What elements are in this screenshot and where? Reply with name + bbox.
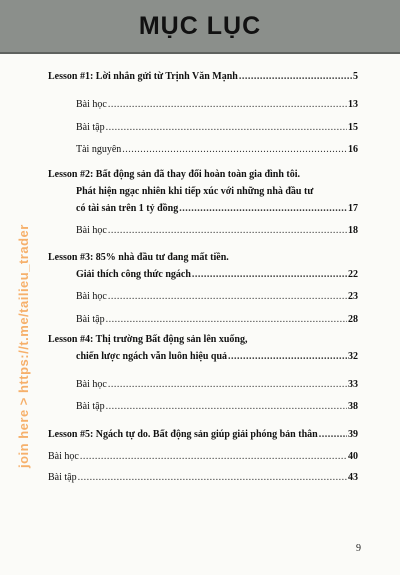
leader-dots <box>106 313 347 326</box>
toc-label: Tài nguyên <box>76 144 122 155</box>
leader-dots <box>179 202 347 215</box>
toc-label: Lesson #5: Ngách tự do. Bất động sản giúp giải phóng bản thân <box>48 429 318 440</box>
leader-dots <box>122 143 347 156</box>
toc-label: Bài tập <box>48 472 77 483</box>
toc-lesson-2-title-line-2: Phát hiện ngạc nhiên khi tiếp xúc với những nhà đầu tư <box>76 186 314 197</box>
toc-entry-lesson-2-bai-hoc[interactable] <box>76 224 358 237</box>
toc-entry-lesson-5-bai-hoc[interactable] <box>48 450 358 463</box>
toc-label: chiến lược ngách vẫn luôn hiệu quả <box>76 351 228 362</box>
toc-page-number: 39 <box>348 429 358 440</box>
leader-dots <box>239 70 352 83</box>
toc-label: Bài học <box>76 225 107 236</box>
toc-entry-lesson-1-bai-tap[interactable] <box>76 121 358 134</box>
toc-page-number: 15 <box>348 122 358 133</box>
toc-entry-lesson-4-bai-hoc[interactable] <box>76 378 358 391</box>
toc-page-number: 22 <box>348 269 358 280</box>
toc-label: Bài tập <box>76 122 105 133</box>
toc-page-number: 17 <box>348 203 358 214</box>
toc-page-number: 40 <box>348 451 358 462</box>
toc-page-number: 43 <box>348 472 358 483</box>
toc-label: Lesson #1: Lời nhắn gửi từ Trịnh Văn Mạnh <box>48 71 238 82</box>
toc-entry-lesson-2[interactable] <box>76 202 358 215</box>
leader-dots <box>106 121 347 134</box>
watermark <box>16 138 32 468</box>
toc-label: Bài học <box>48 451 79 462</box>
toc-page-number: 32 <box>348 351 358 362</box>
toc-label: Bài học <box>76 99 107 110</box>
page-number: 9 <box>356 543 361 554</box>
leader-dots <box>192 268 347 281</box>
toc-entry-lesson-4-bai-tap[interactable] <box>76 400 358 413</box>
leader-dots <box>108 98 347 111</box>
toc-page-number: 13 <box>348 99 358 110</box>
toc-label: Bài tập <box>76 314 105 325</box>
toc-page-number: 28 <box>348 314 358 325</box>
toc-entry-lesson-5-bai-tap[interactable] <box>48 471 358 484</box>
leader-dots <box>78 471 347 484</box>
toc-label: Bài tập <box>76 401 105 412</box>
toc-entry-lesson-1-bai-hoc[interactable] <box>76 98 358 111</box>
toc-entry-lesson-4[interactable] <box>76 350 358 363</box>
toc-lesson-2-title-line-1: Lesson #2: Bất động sản đã thay đổi hoàn toàn gia đình tôi. <box>48 169 301 180</box>
page-title: MỤC LỤC <box>138 12 262 40</box>
toc-page-number: 33 <box>348 379 358 390</box>
leader-dots <box>319 428 347 441</box>
toc-label: có tài sản trên 1 tỷ đồng <box>76 203 179 214</box>
toc-entry-lesson-3-bai-hoc[interactable] <box>76 290 358 303</box>
toc-entry-lesson-3[interactable] <box>76 268 358 281</box>
toc-page-number: 5 <box>353 71 358 82</box>
toc-entry-lesson-1[interactable] <box>48 70 358 83</box>
toc-page-number: 16 <box>348 144 358 155</box>
toc-label: Bài học <box>76 291 107 302</box>
toc-page-number: 23 <box>348 291 358 302</box>
leader-dots <box>80 450 347 463</box>
toc-entry-lesson-1-tai-nguyen[interactable] <box>76 143 358 156</box>
watermark-text: join here > https://t.me/tailieu_trader <box>16 224 31 468</box>
toc-entry-lesson-5[interactable] <box>48 428 358 441</box>
leader-dots <box>108 378 347 391</box>
header-band <box>0 0 400 54</box>
toc-lesson-3-title-line-1: Lesson #3: 85% nhà đầu tư đang mất tiền. <box>48 252 229 263</box>
leader-dots <box>228 350 347 363</box>
toc-lesson-4-title-line-1: Lesson #4: Thị trường Bất động sản lên xuống, <box>48 334 248 345</box>
leader-dots <box>106 400 347 413</box>
toc-label: Bài học <box>76 379 107 390</box>
leader-dots <box>108 224 347 237</box>
leader-dots <box>108 290 347 303</box>
toc-entry-lesson-3-bai-tap[interactable] <box>76 313 358 326</box>
toc-page-number: 18 <box>348 225 358 236</box>
toc-label: Giải thích công thức ngách <box>76 269 191 280</box>
toc-page-number: 38 <box>348 401 358 412</box>
